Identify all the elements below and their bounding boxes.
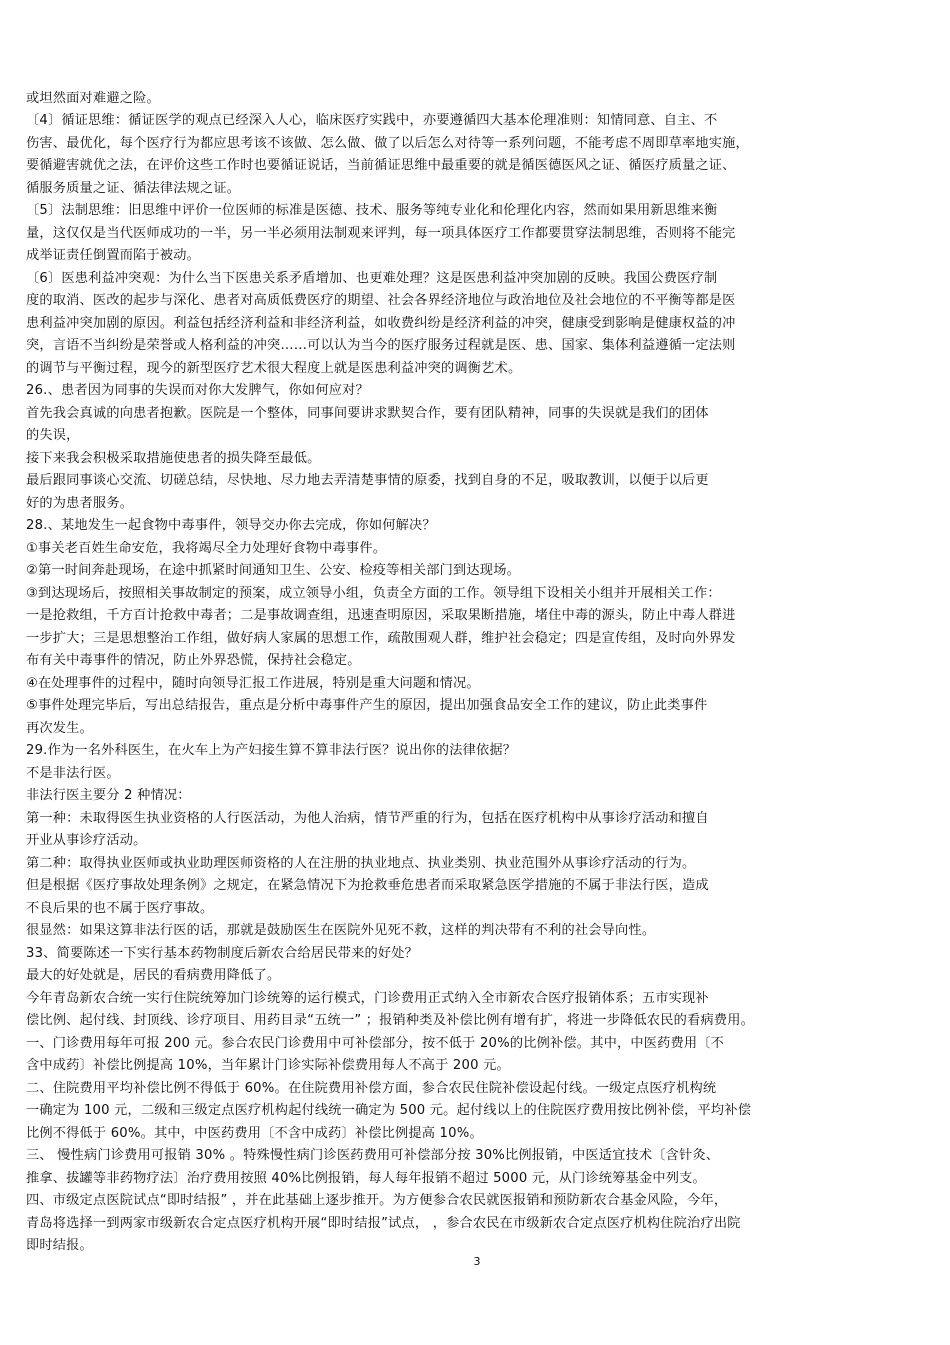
text-line: 一步扩大；三是思想整治工作组，做好病人家属的思想工作，疏散围观人群，维护社会稳定；四是宣传组，及时向外界发 <box>26 631 736 646</box>
text-line: 即时结报。 <box>26 1238 93 1253</box>
question-heading: 33、简要陈述一下实行基本药物制度后新农合给居民带来的好处？ <box>26 946 419 961</box>
question-heading: 28.、某地发生一起食物中毒事件，领导交办你去完成，你如何解决？ <box>26 518 436 533</box>
text-line: 四、市级定点医院试点“即时结报” ，并在此基础上逐步推开。为方便参合农民就医报销和预防新农合基金风险，今年， <box>26 1193 728 1208</box>
text-line: 但是根据《医疗事故处理条例》之规定，在紧急情况下为抢救垂危患者而采取紧急医学措施的不属于非法行医，造成 <box>26 878 709 893</box>
text-line: 青岛将选择一到两家市级新农合定点医疗机构开展“即时结报”试点， ，参合农民在市级新农合定点医疗机构住院治疗出院 <box>26 1216 741 1231</box>
text-line: 的失误， <box>26 428 80 443</box>
text-line: 开业从事诊疗活动。 <box>26 833 147 848</box>
text-line: ②第一时间奔赴现场，在途中抓紧时间通知卫生、公安、检疫等相关部门到达现场。 <box>26 563 520 578</box>
text-line: 量，这仅仅是当代医师成功的一半，另一半必须用法制观来评判，每一项具体医疗工作都要贯穿法制思维，否则将不能完 <box>26 226 736 241</box>
text-line: 最后跟同事谈心交流、切磋总结，尽快地、尽力地去弄清楚事情的原委，找到自身的不足，吸取教训，以便于以后更 <box>26 473 709 488</box>
text-line: ③到达现场后，按照相关事故制定的预案，成立领导小组，负责全方面的工作。领导组下设相关小组并开展相关工作： <box>26 586 721 601</box>
text-line: 不良后果的也不属于医疗事故。 <box>26 901 214 916</box>
question-heading: 29.作为一名外科医生，在火车上为产妇接生算不算非法行医？说出你的法律依据？ <box>26 743 517 758</box>
text-line: 不是非法行医。 <box>26 766 120 781</box>
text-line: 循服务质量之证、循法律法规之证。 <box>26 181 241 196</box>
text-line: 度的取消、医改的起步与深化、患者对高质低费医疗的期望、社会各界经济地位与政治地位及社会地位的不平衡等都是医 <box>26 293 736 308</box>
text-line: 非法行医主要分 2 种情况： <box>26 788 191 803</box>
text-line: 第一种：未取得医生执业资格的人行医活动，为他人治病，情节严重的行为，包括在医疗机构中从事诊疗活动和擅自 <box>26 811 709 826</box>
text-line: 二、住院费用平均补偿比例不得低于 60%。在住院费用补偿方面，参合农民住院补偿设起付线。一级定点医疗机构统 <box>26 1081 717 1096</box>
text-line: 一是抢救组，千方百计抢救中毒者；二是事故调查组，迅速查明原因，采取果断措施，堵住中毒的源头，防止中毒人群进 <box>26 608 736 623</box>
text-line: 推拿、拔罐等非药物疗法〕治疗费用按照 40%比例报销，每人每年报销不超过 5000 元，从门诊统筹基金中列支。 <box>26 1171 706 1186</box>
text-line: 布有关中毒事件的情况，防止外界恐慌，保持社会稳定。 <box>26 653 361 668</box>
text-line: 患利益冲突加剧的原因。利益包括经济利益和非经济利益，如收费纠纷是经济利益的冲突，健康受到影响是健康权益的冲 <box>26 316 736 331</box>
text-line: 含中成药〕补偿比例提高 10%，当年累计门诊实际补偿费用每人不高于 200 元。 <box>26 1058 510 1073</box>
text-line: 最大的好处就是，居民的看病费用降低了。 <box>26 968 281 983</box>
text-line: 〔6〕医患利益冲突观：为什么当下医患关系矛盾增加、也更难处理？这是医患利益冲突加剧的反映。我国公费医疗制 <box>26 271 718 286</box>
text-line: 第二种：取得执业医师或执业助理医师资格的人在注册的执业地点、执业类别、执业范围外从事诊疗活动的行为。 <box>26 856 696 871</box>
text-line: 伤害、最优化，每个医疗行为都应思考该不该做、怎么做、做了以后怎么对待等一系列问题，不能考虑不周即草率地实施， <box>26 136 749 151</box>
text-line: 接下来我会积极采取措施使患者的损失降至最低。 <box>26 451 321 466</box>
text-line: ⑤事件处理完毕后，写出总结报告，重点是分析中毒事件产生的原因，提出加强食品安全工作的建议，防止此类事件 <box>26 698 708 713</box>
text-line: 或坦然面对难避之险。 <box>26 91 160 106</box>
text-line: 三、 慢性病门诊费用可报销 30% 。特殊慢性病门诊医药费用可补偿部分按 30%比例报销，中医适宜技术〔含针灸、 <box>26 1148 720 1163</box>
question-heading: 26.、患者因为同事的失误而对你大发脾气，你如何应对？ <box>26 383 369 398</box>
page-number: 3 <box>473 1255 481 1268</box>
text-line: 再次发生。 <box>26 721 93 736</box>
text-line: 要循避害就优之法，在评价这些工作时也要循证说话，当前循证思维中最重要的就是循医德医风之证、循医疗质量之证、 <box>26 158 736 173</box>
text-line: 好的为患者服务。 <box>26 496 134 511</box>
text-line: 偿比例、起付线、封顶线、诊疗项目、用药目录“五统一” ；报销种类及补偿比例有增有扩，将进一步降低农民的看病费用。 <box>26 1013 754 1028</box>
text-line: 一确定为 100 元，二级和三级定点医疗机构起付线统一确定为 500 元。起付线以上的住院医疗费用按比例补偿，平均补偿 <box>26 1103 752 1118</box>
text-line: 的调节与平衡过程，现今的新型医疗艺术很大程度上就是医患利益冲突的调衡艺术。 <box>26 361 522 376</box>
text-line: ④在处理事件的过程中，随时向领导汇报工作进展，特别是重大问题和情况。 <box>26 676 480 691</box>
text-line: 成举证责任倒置而陷于被动。 <box>26 248 201 263</box>
text-line: 突，言语不当纠纷是荣誉或人格利益的冲突……可以认为当今的医疗服务过程就是医、患、国家、集体利益遵循一定法则 <box>26 338 736 353</box>
text-line: 比例不得低于 60%。其中，中医药费用〔不含中成药〕补偿比例提高 10%。 <box>26 1126 483 1141</box>
text-line: ①事关老百姓生命安危，我将竭尽全力处理好食物中毒事件。 <box>26 541 387 556</box>
text-line: 很显然：如果这算非法行医的话，那就是鼓励医生在医院外见死不救，这样的判决带有不利的社会导向性。 <box>26 923 656 938</box>
text-line: 首先我会真诚的向患者抱歉。医院是一个整体，同事间要讲求默契合作，要有团队精神，同事的失误就是我们的团体 <box>26 406 709 421</box>
text-line: 今年青岛新农合统一实行住院统筹加门诊统筹的运行模式，门诊费用正式纳入全市新农合医疗报销体系；五市实现补 <box>26 991 709 1006</box>
text-line: 〔4〕循证思维：循证医学的观点已经深入人心，临床医疗实践中，亦要遵循四大基本伦理准则：知情同意、自主、不 <box>26 113 718 128</box>
text-line: 一、门诊费用每年可报 200 元。参合农民门诊费用中可补偿部分，按不低于 20%的比例补偿。其中，中医药费用〔不 <box>26 1036 725 1051</box>
text-line: 〔5〕法制思维：旧思维中评价一位医师的标准是医德、技术、服务等纯专业化和伦理化内容，然而如果用新思维来衡 <box>26 203 718 218</box>
